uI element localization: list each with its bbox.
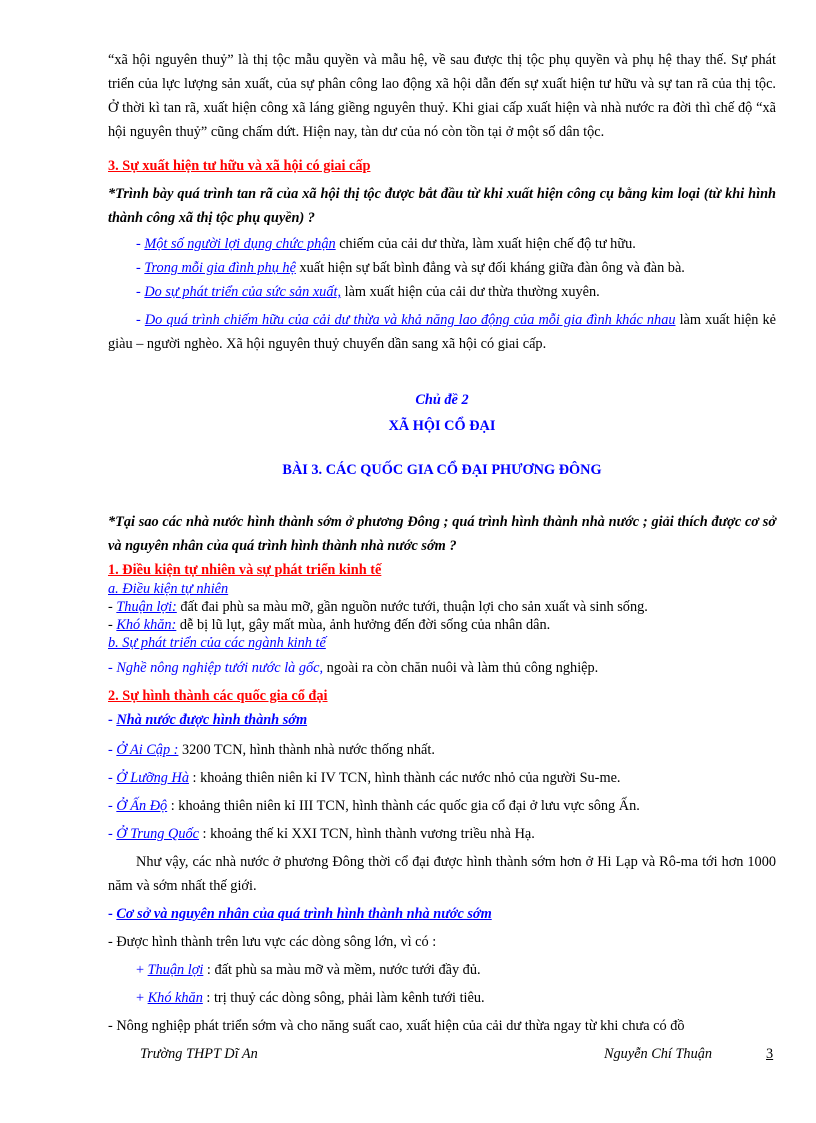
subsection-a-link[interactable]: a. Điều kiện tự nhiên [108,581,229,597]
item-text: 3200 TCN, hình thành nhà nước thống nhất. [178,742,435,758]
item-label[interactable]: Khó khăn: [116,617,177,633]
intro-paragraph: “xã hội nguyên thuỷ” là thị tộc mẫu quyền và mẫu hệ, về sau được thị tộc phụ quyền và phụ hệ thay thế. Sự phát triển của lực lượng sản xuất, của sự phân công lao động xã hội dẫn đến sự xuất hiện tư hữu và sự tan rã của thị tộc. Ở thời kì tan rã, xuất hiện công xã láng giềng nguyên thuỷ. Khi giai cấp xuất hiện và nhà nước ra đời thì chế độ “xã hội nguyên thuỷ” cũng chấm dứt. Hiện nay, tàn dư của nó còn tồn tại ở một số dân tộc. [108,52,776,140]
reason-item [108,986,776,1010]
list-item [108,658,776,678]
reason-text: : đất phù sa màu mỡ và mềm, nước tưới đầy đủ. [203,962,481,978]
list-item [108,616,776,634]
item-text: đất đai phù sa màu mỡ, gần nguồn nước tưới, thuận lợi cho sản xuất và sinh sống. [176,599,648,615]
subsection-a-title [108,580,776,598]
place-item [108,822,776,846]
item-dash: - [108,660,117,676]
lesson-title: BÀI 3. CÁC QUỐC GIA CỔ ĐẠI PHƯƠNG ĐÔNG [282,462,602,478]
place-name[interactable]: Ở Lưỡng Hà [116,770,189,786]
plus-mark: + [136,962,148,978]
section3-heading [108,154,776,178]
item-text: chiếm của cải dư thừa, làm xuất hiện chế độ tư hữu. [335,236,636,252]
item-dash: - [136,236,145,252]
list-item [108,232,776,256]
subsection-b-link[interactable]: b. Sự phát triển của các ngành kinh tế [108,635,326,651]
reason-item [108,958,776,982]
item-dash: - [108,617,117,633]
section1-heading-text: 1. Điều kiện tự nhiên và sự phát triển kinh tế [108,562,382,578]
item-text: : khoảng thiên niên kỉ IV TCN, hình thành các nước nhỏ của người Su-me. [188,770,621,786]
list-item [108,256,776,280]
sub1-dash: - [108,712,117,728]
place-name[interactable]: Ở Ai Cập : [116,742,179,758]
item-dash: - [108,798,117,814]
item-dash: - [136,284,145,300]
item-text: làm xuất hiện kẻ giàu – người nghèo. Xã hội nguyên thuỷ chuyển dần sang xã hội có giai cấp. [108,312,777,352]
reason-label[interactable]: Khó khăn [147,990,203,1006]
last-line: - Nông nghiệp phát triển sớm và cho năng suất cao, xuất hiện của cải dư thừa ngay từ khi chưa có đồ [108,1018,685,1034]
section1-heading [108,560,776,580]
item-link[interactable]: Trong mỗi gia đình phụ hệ [144,260,296,276]
page-number: 3 [766,1046,774,1062]
place-item [108,794,776,818]
question2: *Tại sao các nhà nước hình thành sớm ở phương Đông ; quá trình hình thành nhà nước ; giải thích được cơ sở và nguyên nhân của quá trình hình thành nhà nước sớm ? [108,514,776,554]
item-text: dễ bị lũ lụt, gây mất mùa, ảnh hưởng đến đời sống của nhân dân. [176,617,551,633]
item-text: ngoài ra còn chăn nuôi và làm thủ công nghiệp. [323,660,599,676]
reason-intro: - Được hình thành trên lưu vực các dòng sông lớn, vì có : [108,934,437,950]
list-item [108,308,776,356]
place-name[interactable]: Ở Ấn Độ [116,798,168,814]
section2-heading-text: 2. Sự hình thành các quốc gia cổ đại [108,688,328,704]
topic-label: Chủ đề 2 [415,392,469,408]
section2-heading [108,684,776,708]
item-label[interactable]: Thuận lợi: [116,599,177,615]
item-text: làm xuất hiện của cải dư thừa thường xuyên. [341,284,600,300]
reason-label[interactable]: Thuận lợi [147,962,204,978]
sub2-dash: - [108,906,117,922]
place-name[interactable]: Ở Trung Quốc [116,826,199,842]
reason-text: : trị thuỷ các dòng sông, phải làm kênh tưới tiêu. [202,990,485,1006]
item-dash: - [108,770,117,786]
item-label: Nghề nông nghiệp tưới nước là gốc, [116,660,324,676]
section3-heading-text: 3. Sự xuất hiện tư hữu và xã hội có giai cấp [108,158,371,174]
footer-school: Trường THPT Dĩ An [140,1046,258,1062]
list-item [108,598,776,616]
item-dash: - [108,826,117,842]
item-link[interactable]: Do quá trình chiếm hữu của cải dư thừa và khả năng lao động của mỗi gia đình khác nhau [144,312,676,328]
section2-sub1 [108,708,776,732]
sub2-text[interactable]: Cơ sở và nguyên nhân của quá trình hình thành nhà nước sớm [116,906,492,922]
subsection-b-title [108,634,776,652]
footer-author: Nguyễn Chí Thuận [604,1046,713,1062]
section3-question: *Trình bày quá trình tan rã của xã hội thị tộc được bắt đầu từ khi xuất hiện công cụ bằng kim loại (từ khi hình thành công xã thị tộc phụ quyền) ? [108,186,776,226]
topic-title: XÃ HỘI CỔ ĐẠI [388,418,496,434]
item-dash: - [136,312,145,328]
document-page [108,48,776,1038]
item-text: : khoảng thế kỉ XXI TCN, hình thành vương triều nhà Hạ. [198,826,535,842]
item-dash: - [136,260,145,276]
item-link[interactable]: Một số người lợi dụng chức phận [144,236,336,252]
section2-sub2 [108,902,776,926]
item-text: : khoảng thiên niên kỉ III TCN, hình thành các quốc gia cổ đại ở lưu vực sông Ấn. [167,798,640,814]
place-item [108,766,776,790]
list-item [108,280,776,304]
item-link[interactable]: Do sự phát triển của sức sản xuất, [144,284,342,300]
summary-paragraph: Như vậy, các nhà nước ở phương Đông thời cổ đại được hình thành sớm hơn ở Hi Lạp và Rô-ma tới hơn 1000 năm và sớm nhất thế giới. [108,854,776,894]
sub1-text[interactable]: Nhà nước được hình thành sớm [116,712,308,728]
plus-mark: + [136,990,148,1006]
item-text: xuất hiện sự bất bình đẳng và sự đối kháng giữa đàn ông và đàn bà. [295,260,685,276]
place-item [108,738,776,762]
item-dash: - [108,742,117,758]
item-dash: - [108,599,117,615]
